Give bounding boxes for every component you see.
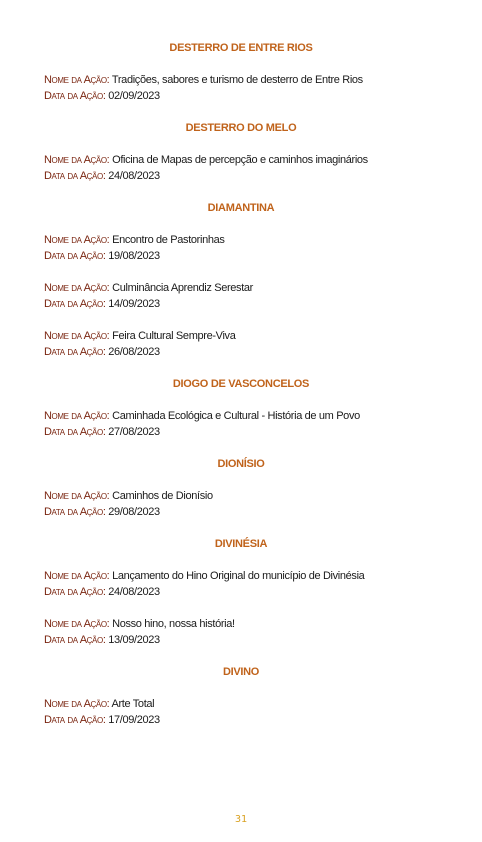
- action-date-line: [44, 584, 464, 600]
- municipality-section: [0, 120, 482, 182]
- action-date-value: 13/09/2023: [108, 634, 160, 646]
- action-entry: [44, 152, 464, 184]
- action-name-value: Nosso hino, nossa história!: [112, 618, 235, 630]
- action-date-value: 02/09/2023: [108, 90, 160, 102]
- label-separator: :: [102, 298, 106, 310]
- action-date-value: 27/08/2023: [108, 426, 160, 438]
- action-entry: [44, 568, 464, 600]
- label-separator: :: [102, 586, 106, 598]
- action-name-label: Nome da Ação: [44, 618, 107, 630]
- municipality-heading: DIOGO DE VASCONCELOS: [172, 378, 310, 390]
- action-date-line: [44, 344, 464, 360]
- action-name-value: Arte Total: [111, 698, 155, 710]
- label-separator: :: [106, 570, 110, 582]
- action-date-line: [44, 712, 464, 728]
- action-date-label: Data da Ação: [44, 90, 103, 102]
- action-name-label: Nome da Ação: [44, 410, 107, 422]
- label-separator: :: [102, 634, 106, 646]
- label-separator: :: [106, 74, 110, 86]
- action-name-line: [44, 408, 464, 424]
- action-name-label: Nome da Ação: [44, 234, 107, 246]
- action-name-line: [44, 72, 464, 88]
- action-date-line: [44, 504, 464, 520]
- action-name-label: Nome da Ação: [44, 154, 107, 166]
- action-entry: [44, 280, 464, 312]
- action-name-value: Culminância Aprendiz Serestar: [112, 282, 253, 294]
- municipality-section: [0, 200, 482, 358]
- action-date-value: 19/08/2023: [108, 250, 160, 262]
- action-entry: [44, 232, 464, 264]
- action-entry: [44, 488, 464, 520]
- action-name-value: Oficina de Mapas de percepção e caminhos imaginários: [112, 154, 368, 166]
- label-separator: :: [106, 282, 110, 294]
- action-entry: [44, 72, 464, 104]
- action-name-label: Nome da Ação: [44, 698, 107, 710]
- action-name-value: Tradições, sabores e turismo de desterro de Entre Rios: [111, 74, 363, 86]
- municipality-section: [0, 40, 482, 102]
- label-separator: :: [102, 90, 106, 102]
- municipality-heading: DIVINÉSIA: [214, 538, 268, 550]
- action-entry: [44, 696, 464, 728]
- action-name-line: [44, 568, 464, 584]
- label-separator: :: [106, 234, 110, 246]
- label-separator: :: [102, 170, 106, 182]
- action-name-line: [44, 232, 464, 248]
- municipality-section: [0, 376, 482, 438]
- action-date-label: Data da Ação: [44, 634, 103, 646]
- action-date-value: 14/09/2023: [108, 298, 160, 310]
- action-name-label: Nome da Ação: [44, 282, 107, 294]
- action-name-line: [44, 488, 464, 504]
- municipality-heading: DESTERRO DE ENTRE RIOS: [169, 42, 313, 54]
- label-separator: :: [102, 250, 106, 262]
- municipality-section: [0, 536, 482, 646]
- action-name-value: Encontro de Pastorinhas: [112, 234, 225, 246]
- municipality-heading: DESTERRO DO MELO: [185, 122, 297, 134]
- action-date-label: Data da Ação: [44, 714, 103, 726]
- label-separator: :: [102, 346, 106, 358]
- action-name-label: Nome da Ação: [44, 570, 107, 582]
- action-date-line: [44, 296, 464, 312]
- action-name-value: Lançamento do Hino Original do município de Divinésia: [112, 570, 365, 582]
- action-date-line: [44, 88, 464, 104]
- action-date-label: Data da Ação: [44, 586, 103, 598]
- action-date-line: [44, 632, 464, 648]
- action-name-line: [44, 280, 464, 296]
- municipality-heading: DIAMANTINA: [207, 202, 275, 214]
- label-separator: :: [102, 426, 106, 438]
- label-separator: :: [102, 506, 106, 518]
- action-date-value: 17/09/2023: [108, 714, 160, 726]
- action-name-label: Nome da Ação: [44, 330, 107, 342]
- label-separator: :: [102, 714, 106, 726]
- action-name-value: Feira Cultural Sempre-Viva: [112, 330, 236, 342]
- label-separator: :: [106, 618, 110, 630]
- action-date-value: 29/08/2023: [108, 506, 160, 518]
- action-name-line: [44, 616, 464, 632]
- action-date-label: Data da Ação: [44, 298, 103, 310]
- action-date-label: Data da Ação: [44, 506, 103, 518]
- action-name-line: [44, 328, 464, 344]
- action-date-value: 24/08/2023: [108, 170, 160, 182]
- municipality-section: [0, 456, 482, 518]
- action-name-value: Caminhada Ecológica e Cultural - História de um Povo: [112, 410, 360, 422]
- label-separator: :: [106, 154, 110, 166]
- action-name-value: Caminhos de Dionísio: [112, 490, 213, 502]
- action-name-line: [44, 696, 464, 712]
- action-name-label: Nome da Ação: [44, 74, 107, 86]
- municipality-heading: DIVINO: [222, 666, 260, 678]
- action-entry: [44, 616, 464, 648]
- action-name-line: [44, 152, 464, 168]
- action-entry: [44, 328, 464, 360]
- municipality-heading: DIONÍSIO: [217, 458, 265, 470]
- action-date-line: [44, 248, 464, 264]
- action-date-line: [44, 168, 464, 184]
- action-date-label: Data da Ação: [44, 250, 103, 262]
- municipality-section: [0, 664, 482, 726]
- action-date-value: 24/08/2023: [108, 586, 160, 598]
- label-separator: :: [106, 490, 110, 502]
- page-number: 31: [234, 814, 248, 825]
- action-date-label: Data da Ação: [44, 426, 103, 438]
- label-separator: :: [106, 410, 110, 422]
- action-entry: [44, 408, 464, 440]
- action-date-line: [44, 424, 464, 440]
- action-date-value: 26/08/2023: [108, 346, 160, 358]
- label-separator: :: [106, 698, 110, 710]
- action-date-label: Data da Ação: [44, 346, 103, 358]
- action-name-label: Nome da Ação: [44, 490, 107, 502]
- action-date-label: Data da Ação: [44, 170, 103, 182]
- label-separator: :: [106, 330, 110, 342]
